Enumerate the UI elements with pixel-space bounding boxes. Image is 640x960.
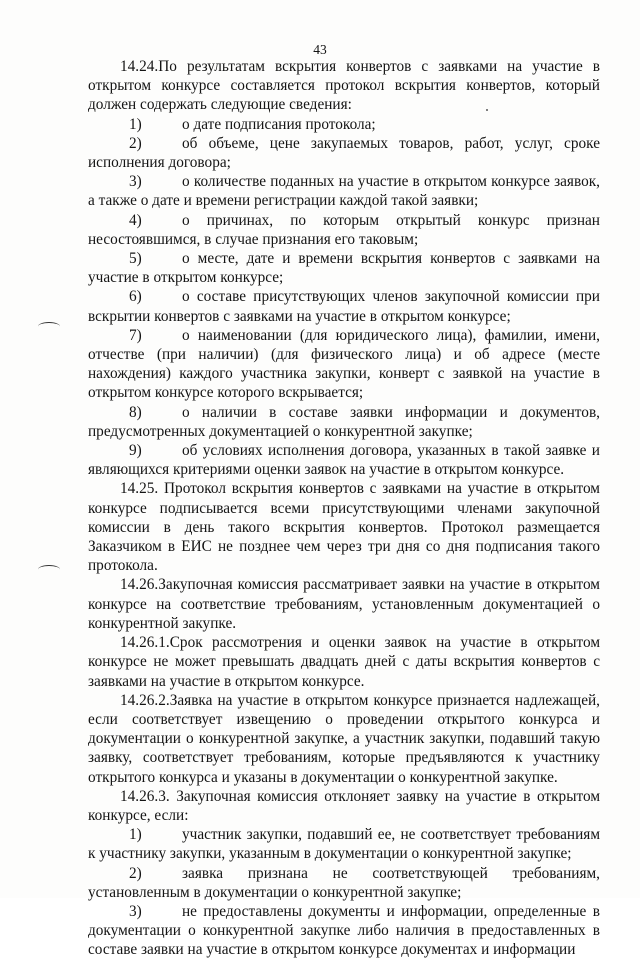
- list-item-number: 3): [129, 902, 142, 920]
- list-item-number: 2): [129, 134, 142, 152]
- scan-artifact: [38, 565, 60, 574]
- list-item: [88, 249, 600, 287]
- list-item: [88, 115, 600, 134]
- list-item: [88, 403, 600, 441]
- list-item-text: не предоставлены документы и информации, определенные в документации о конкурентной закупке либо наличия в предоставленных в составе заявки на участие в открытом конкурсе документах и информации: [88, 902, 600, 959]
- list-item: [88, 864, 600, 902]
- paragraph: 14.25. Протокол вскрытия конвертов с заявками на участие в открытом конкурсе подписывается всеми присутствующими членами закупочной комиссии в день такого вскрытия конвертов. Протокол размещается Заказчиком в ЕИС не позднее чем через три дня со дня подписания такого протокола.: [88, 480, 600, 575]
- list-item: [88, 326, 600, 403]
- list-item-number: 4): [129, 211, 142, 229]
- paragraph: 14.26.3. Закупочная комиссия отклоняет заявку на участие в открытом конкурсе, если:: [88, 787, 600, 824]
- list-item-number: 9): [129, 442, 142, 460]
- list-item: [88, 172, 600, 210]
- paragraph: 14.26.1.Срок рассмотрения и оценки заявок на участие в открытом конкурсе не может превышать двадцать дней с даты вскрытия конвертов с заявками на участие в открытом конкурсе.: [88, 634, 600, 690]
- list-item: [88, 134, 600, 172]
- paragraph: 14.24.По результатам вскрытия конвертов с заявками на участие в открытом конкурсе составляется протокол вскрытия конвертов, который должен содержать следующие сведения:: [88, 58, 600, 114]
- list-item-number: 2): [129, 864, 142, 882]
- list-item-text: о дате подписания протокола;: [182, 115, 376, 133]
- list-item-text: о месте, дате и времени вскрытия конвертов с заявками на участие в открытом конкурсе;: [88, 250, 600, 287]
- document-body: [88, 57, 600, 960]
- list-item-text: о составе присутствующих членов закупочной комиссии при вскрытии конвертов с заявками на участие в открытом конкурсе;: [88, 288, 600, 325]
- list-item: [88, 902, 600, 960]
- list-item-text: заявка признана не соответствующей требованиям, установленным в документации о конкурентной закупке;: [88, 864, 600, 901]
- list-item-number: 6): [129, 288, 142, 306]
- list-item: [88, 825, 600, 863]
- list-item-number: 1): [129, 826, 142, 844]
- list-item-number: 7): [129, 326, 142, 344]
- list-item: [88, 211, 600, 249]
- list-item-number: 8): [129, 403, 142, 421]
- list-item-number: 3): [129, 173, 142, 191]
- list-item-number: 5): [129, 250, 142, 268]
- list-item-text: о количестве поданных на участие в открытом конкурсе заявок, а также о дате и времени регистрации каждой такой заявки;: [88, 173, 600, 210]
- list-item-text: участник закупки, подавший ее, не соответствует требованиям к участнику закупки, указанным в документации о конкурентной закупке;: [88, 826, 600, 863]
- scan-artifact: [38, 322, 60, 331]
- list-item-text: об объеме, цене закупаемых товаров, работ, услуг, сроке исполнения договора;: [88, 134, 600, 172]
- list-item-text: о наименовании (для юридического лица), фамилии, имени, отчестве (при наличии) (для физического лица) и об адресе (месте нахождения) каждого участника закупки, конверт с заявкой на участие в открытом конкурсе которого вскрывается;: [88, 326, 600, 402]
- list-item-text: о причинах, по которым открытый конкурс признан несостоявшимся, в случае признания его таковым;: [88, 211, 600, 248]
- list-item: [88, 441, 600, 479]
- list-item: [88, 287, 600, 325]
- list-item-text: о наличии в составе заявки информации и документов, предусмотренных документацией о конкурентной закупке;: [88, 403, 600, 440]
- page-number: 43: [313, 42, 327, 57]
- paragraph: 14.26.Закупочная комиссия рассматривает заявки на участие в открытом конкурсе на соответствие требованиям, установленным документацией о конкурентной закупке.: [88, 576, 600, 632]
- list-item-text: об условиях исполнения договора, указанных в такой заявке и являющихся критериями оценки заявок на участие в открытом конкурсе.: [88, 442, 600, 479]
- list-item-number: 1): [129, 115, 142, 133]
- paragraph: 14.26.2.Заявка на участие в открытом конкурсе признается надлежащей, если соответствует извещению о проведении открытого конкурса и документации о конкурентной закупке, а участник закупки, подавший такую заявку, соответствует требованиям, которые предъявляются к участнику открытого конкурса и указаны в документации о конкурентной закупке.: [88, 691, 600, 786]
